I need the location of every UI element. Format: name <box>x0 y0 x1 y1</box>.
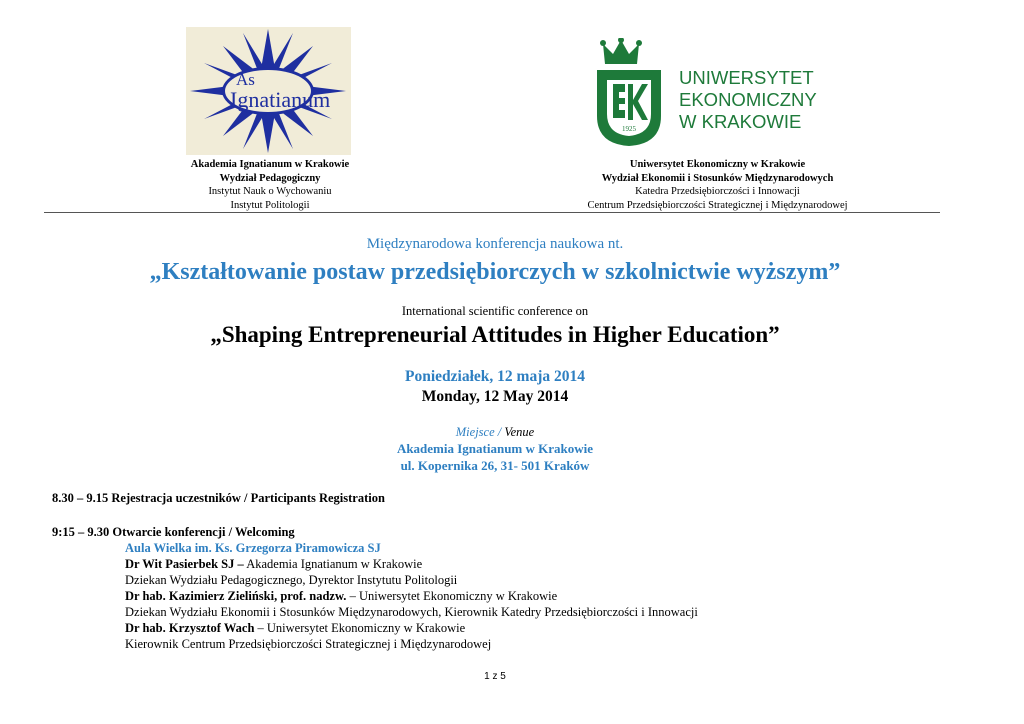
header-left-line-4: Instytut Politologii <box>230 199 310 211</box>
uek-name-3: W KRAKOWIE <box>679 111 802 132</box>
header-left-line-1: Akademia Ignatianum w Krakowie <box>190 159 350 170</box>
speaker-1 <box>125 556 422 572</box>
page-number: 1 z 5 <box>484 671 506 682</box>
conference-intro-pl: Międzynarodowa konferencja naukowa nt. <box>366 236 624 252</box>
program-room: Aula Wielka im. Ks. Grzegorza Piramowicza SJ <box>125 541 381 555</box>
uek-logo <box>595 38 840 148</box>
header-right-line-1: Uniwersytet Ekonomiczny w Krakowie <box>629 159 806 170</box>
header-left-institution <box>140 158 400 212</box>
venue-name: Akademia Ignatianum w Krakowie <box>396 441 594 456</box>
speaker-3 <box>125 620 465 636</box>
logo-left-text-2: Ignatianum <box>230 87 331 112</box>
header-right-line-2: Wydział Ekonomii i Stosunków Międzynarodowych <box>601 172 834 184</box>
conference-date-pl: Poniedziałek, 12 maja 2014 <box>405 368 585 385</box>
header-left-line-2: Wydział Pedagogiczny <box>219 172 321 184</box>
venue-label-en: Venue <box>501 425 535 439</box>
speaker-3-role: Kierownik Centrum Przedsiębiorczości Strategicznej i Międzynarodowej <box>125 637 492 651</box>
speaker-2 <box>125 588 557 604</box>
uek-name-2: EKONOMICZNY <box>679 89 817 110</box>
speaker-3-affiliation: – Uniwersytet Ekonomiczny w Krakowie <box>254 621 466 635</box>
conference-date-en: Monday, 12 May 2014 <box>421 388 569 405</box>
crown-icon <box>600 38 642 64</box>
header-left-line-3: Instytut Nauk o Wychowaniu <box>208 186 332 197</box>
venue-label-pl: Miejsce / <box>455 425 502 439</box>
header-right-institution <box>520 158 915 212</box>
header-divider <box>44 212 940 213</box>
logo-left-text-1: As <box>236 70 255 89</box>
venue-address: ul. Kopernika 26, 31- 501 Kraków <box>400 458 590 473</box>
conference-title-pl: „Kształtowanie postaw przedsiębiorczych w szkolnictwie wyższym” <box>149 259 841 285</box>
conference-intro-en: International scientific conference on <box>401 304 589 318</box>
conference-title-en: „Shaping Entrepreneurial Attitudes in Higher Education” <box>210 322 780 347</box>
header-right-line-4: Centrum Przedsiębiorczości Strategicznej i Międzynarodowej <box>587 199 848 211</box>
venue-label <box>0 425 990 440</box>
speaker-2-role: Dziekan Wydziału Ekonomii i Stosunków Międzynarodowych, Kierownik Katedry Przedsiębiorczości i Innowacji <box>125 605 698 619</box>
speaker-2-affiliation: – Uniwersytet Ekonomiczny w Krakowie <box>346 589 558 603</box>
ignatianum-logo <box>186 27 351 155</box>
speaker-1-name: Dr Wit Pasierbek SJ – <box>125 557 244 571</box>
speaker-1-affiliation: Akademia Ignatianum w Krakowie <box>243 557 423 571</box>
speaker-1-role: Dziekan Wydziału Pedagogicznego, Dyrektor Instytutu Politologii <box>125 573 458 587</box>
program-item-welcoming: 9:15 – 9.30 Otwarcie konferencji / Welcoming <box>52 525 295 539</box>
uek-shield-icon <box>597 70 661 146</box>
speaker-2-name: Dr hab. Kazimierz Zieliński, prof. nadzw. <box>125 589 347 603</box>
uek-name-1: UNIWERSYTET <box>679 67 814 88</box>
program-item-registration: 8.30 – 9.15 Rejestracja uczestników / Participants Registration <box>52 491 385 505</box>
uek-year: 1925 <box>622 125 636 133</box>
header-right-line-3: Katedra Przedsiębiorczości i Innowacji <box>635 186 800 197</box>
ignatianum-seal-icon <box>186 27 351 155</box>
speaker-3-name: Dr hab. Krzysztof Wach <box>125 621 255 635</box>
